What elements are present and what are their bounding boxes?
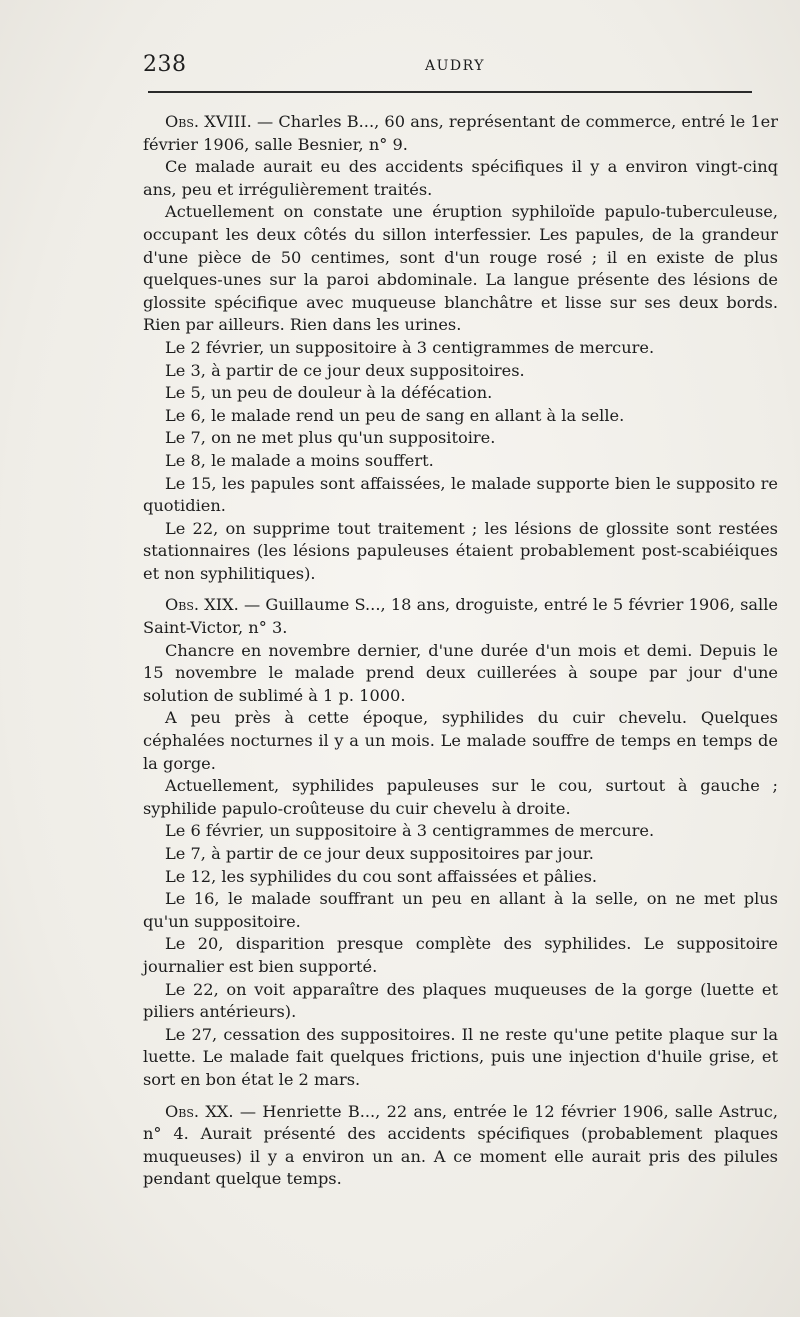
obs-18-paragraph: Le 5, un peu de douleur à la défécation. (165, 383, 493, 403)
obs-20-heading (143, 1101, 778, 1191)
obs-19-paragraph: Le 20, disparition presque complète des syphilides. Le suppositoire journalier est bien supporté. (143, 934, 778, 976)
obs-18-heading (143, 111, 778, 156)
body-text (143, 111, 778, 1191)
obs-19-paragraph: Actuellement, syphilides papuleuses sur le cou, surtout à gauche ; syphilide papulo-croûteuse du cuir chevelu à droite. (143, 776, 778, 818)
obs-18-paragraph: Le 3, à partir de ce jour deux suppositoires. (165, 360, 525, 380)
page-header (0, 52, 800, 82)
obs-19-paragraph: Le 12, les syphilides du cou sont affaissées et pâlies. (165, 866, 598, 886)
obs-18-intro: — Charles B..., 60 ans, représentant de commerce, entré le 1er février 1906, salle Besnier, n° 9. (143, 112, 778, 154)
obs-19-paragraph: A peu près à cette époque, syphilides du cuir chevelu. Quelques céphalées nocturnes il y a un mois. Le malade souffre de temps en temps de la gorge. (143, 708, 778, 773)
obs-19-paragraph: Chancre en novembre dernier, d'une durée d'un mois et demi. Depuis le 15 novembre le malade prend deux cuillerées à soupe par jour d'une solution de sublimé à 1 p. 1000. (143, 640, 778, 705)
obs-18-paragraph: Le 7, on ne met plus qu'un suppositoire. (165, 428, 496, 448)
obs-19-intro: — Guillaume S..., 18 ans, droguiste, entré le 5 février 1906, salle Saint-Victor, n° 3. (143, 595, 778, 638)
obs-19-heading (143, 594, 778, 639)
header-rule (148, 91, 752, 93)
page-number: 238 (143, 52, 187, 77)
obs-19-paragraph: Le 16, le malade souffrant un peu en allant à la selle, on ne met plus qu'un suppositoire. (143, 889, 778, 931)
obs-19-label: Obs. XIX. (165, 595, 239, 615)
obs-19-paragraph: Le 7, à partir de ce jour deux suppositoires par jour. (165, 844, 594, 863)
obs-20-intro: — Henriette B..., 22 ans, entrée le 12 février 1906, salle Astruc, n° 4. Aurait présenté des accidents spécifiques (probablement plaques muqueuses) il y a environ un an. A ce moment elle aurait pris des pilules pendant quelque temps. (143, 1101, 779, 1189)
running-head: AUDRY (425, 58, 485, 74)
obs-18-paragraph: Le 8, le malade a moins souffert. (165, 450, 434, 470)
obs-18-paragraph: Le 6, le malade rend un peu de sang en allant à la selle. (165, 405, 625, 425)
obs-18-label: Obs. XVIII. (165, 112, 252, 131)
obs-18-paragraph: Le 15, les papules sont affaissées, le malade supporte bien le supposito re quotidien. (143, 473, 778, 516)
obs-20-label: Obs. XX. (165, 1101, 234, 1121)
obs-18-paragraph: Le 22, on supprime tout traitement ; les lésions de glossite sont restées stationnaires (les lésions papuleuses étaient probablement post-scabiéiques et non syphilitiques). (143, 518, 778, 583)
obs-19-paragraph: Le 27, cessation des suppositoires. Il ne reste qu'une petite plaque sur la luette. Le malade fait quelques frictions, puis une injection d'huile grise, et sort en bon état le 2 mars. (143, 1024, 778, 1089)
obs-18-paragraph: Ce malade aurait eu des accidents spécifiques il y a environ vingt-cinq ans, peu et irrégulièrement traités. (143, 157, 778, 199)
obs-19-paragraph: Le 6 février, un suppositoire à 3 centigrammes de mercure. (165, 821, 655, 841)
obs-18-paragraph: Actuellement on constate une éruption syphiloïde papulo-tuberculeuse, occupant les deux côtés du sillon interfessier. Les papules, de la grandeur d'une pièce de 50 centimes, sont d'un rouge rosé ; il en existe de plus quelques-unes sur la paroi abdominale. La langue présente des lésions de glossite spécifique avec muqueuse blanchâtre et lisse sur ses deux bords. Rien par ailleurs. Rien dans les urines. (143, 202, 778, 335)
obs-19-paragraph: Le 22, on voit apparaître des plaques muqueuses de la gorge (luette et piliers antérieurs). (143, 979, 778, 1022)
obs-18-paragraph: Le 2 février, un suppositoire à 3 centigrammes de mercure. (165, 337, 655, 357)
